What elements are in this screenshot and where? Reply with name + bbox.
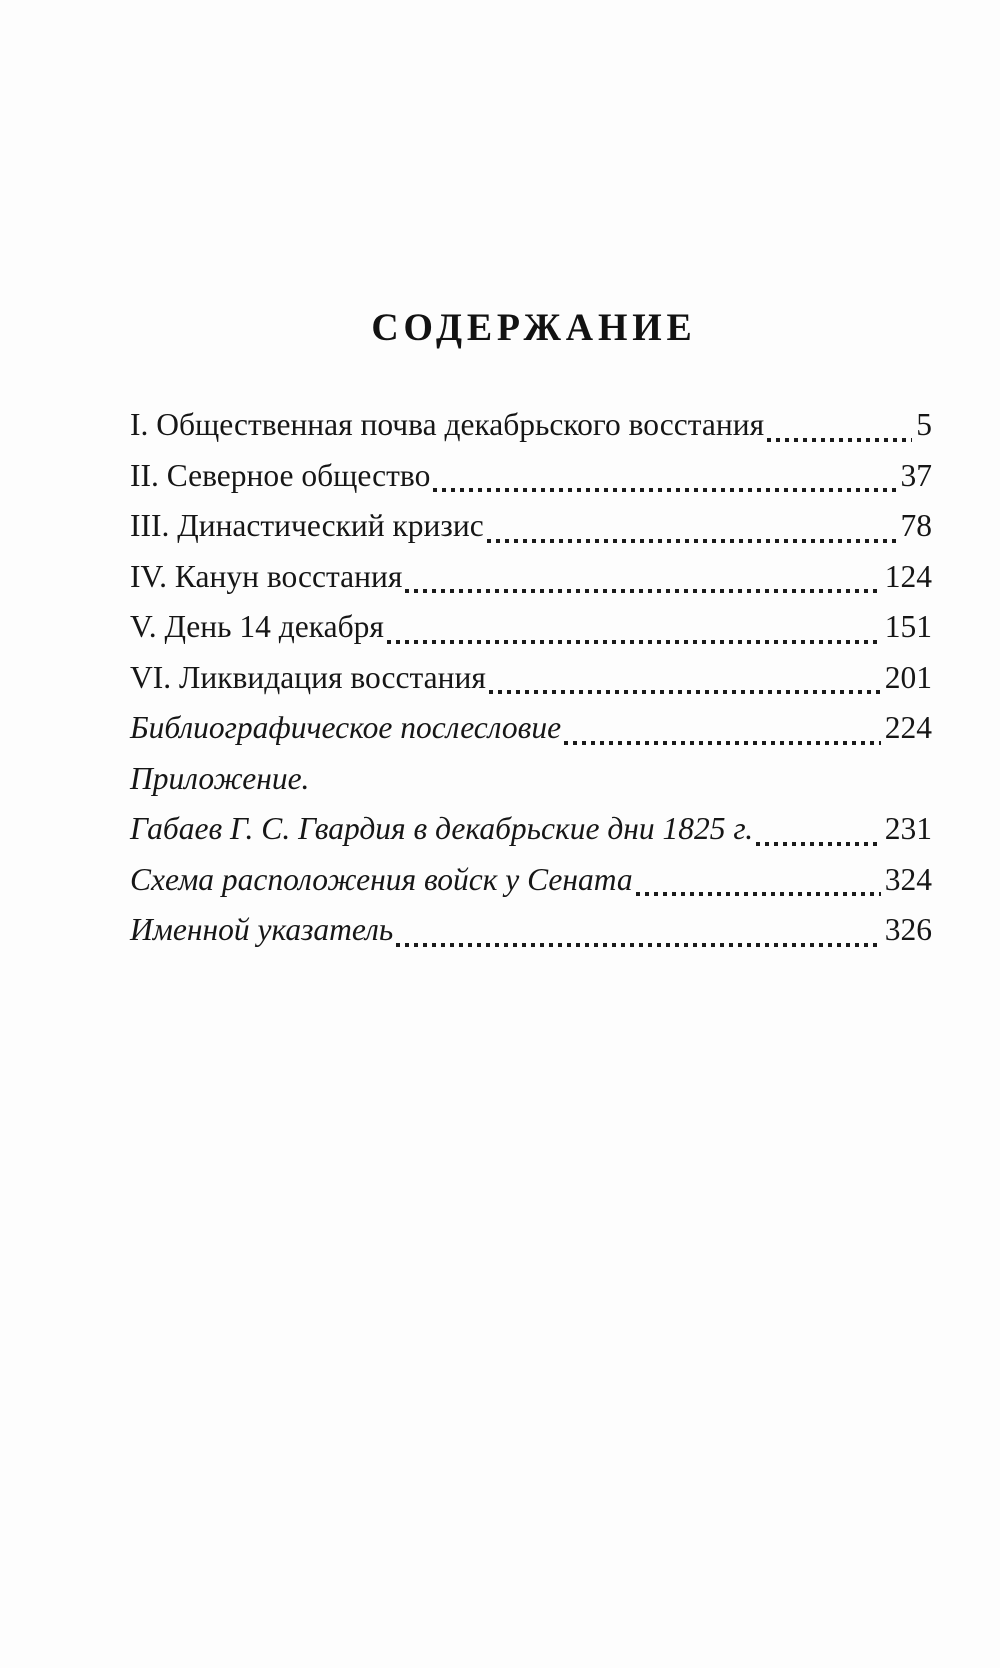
toc-entry-page: 78 xyxy=(900,508,932,543)
toc-entry-page: 124 xyxy=(884,558,932,594)
toc-entry-label: V. День 14 декабря xyxy=(130,609,384,644)
dot-leader xyxy=(396,943,881,947)
dot-leader xyxy=(756,842,881,846)
toc-entry-page: 37 xyxy=(900,457,932,493)
book-page xyxy=(130,308,932,956)
toc-entry xyxy=(130,653,932,704)
toc-entry xyxy=(130,855,932,906)
toc-entry-page: 326 xyxy=(884,912,932,947)
dot-leader xyxy=(433,488,896,492)
toc-entry-page: 324 xyxy=(884,861,932,897)
toc-entry-page: 224 xyxy=(884,710,932,745)
toc-entry-label: VI. Ликвидация восстания xyxy=(130,659,486,695)
toc-entry xyxy=(130,703,932,754)
toc-entry-label: III. Династический кризис xyxy=(130,508,484,543)
toc-entry-label: I. Общественная почва декабрьского восстания xyxy=(130,407,765,442)
toc-entry-label: Габаев Г. С. Гвардия в декабрьские дни 1825 г. xyxy=(130,811,754,846)
toc-entry-label: Библиографическое послесловие xyxy=(130,710,562,745)
toc-entry xyxy=(130,552,932,603)
dot-leader xyxy=(487,539,897,543)
toc-entry-page: 5 xyxy=(916,407,932,442)
toc-entry-page: 201 xyxy=(884,659,932,695)
toc-entry-label: Приложение. xyxy=(130,760,310,796)
toc-list xyxy=(130,400,932,956)
toc-entry xyxy=(130,804,932,855)
toc-entry xyxy=(130,501,932,552)
dot-leader xyxy=(387,640,881,644)
dot-leader xyxy=(767,438,912,442)
toc-entry-label: Именной указатель xyxy=(130,912,394,947)
toc-entry xyxy=(130,451,932,502)
toc-entry-page: 231 xyxy=(884,811,932,846)
toc-entry-label: IV. Канун восстания xyxy=(130,558,403,594)
toc-entry xyxy=(130,602,932,653)
toc-entry-label: II. Северное общество xyxy=(130,457,431,493)
toc-entry xyxy=(130,400,932,451)
dot-leader xyxy=(489,690,881,694)
toc-entry-label: Схема расположения войск у Сената xyxy=(130,861,633,897)
dot-leader xyxy=(564,741,881,745)
page-title: СОДЕРЖАНИЕ xyxy=(371,306,697,349)
toc-entry xyxy=(130,905,932,956)
toc-entry-page: 151 xyxy=(884,609,932,644)
dot-leader xyxy=(405,589,880,593)
dot-leader xyxy=(636,892,881,896)
toc-entry xyxy=(130,754,932,805)
